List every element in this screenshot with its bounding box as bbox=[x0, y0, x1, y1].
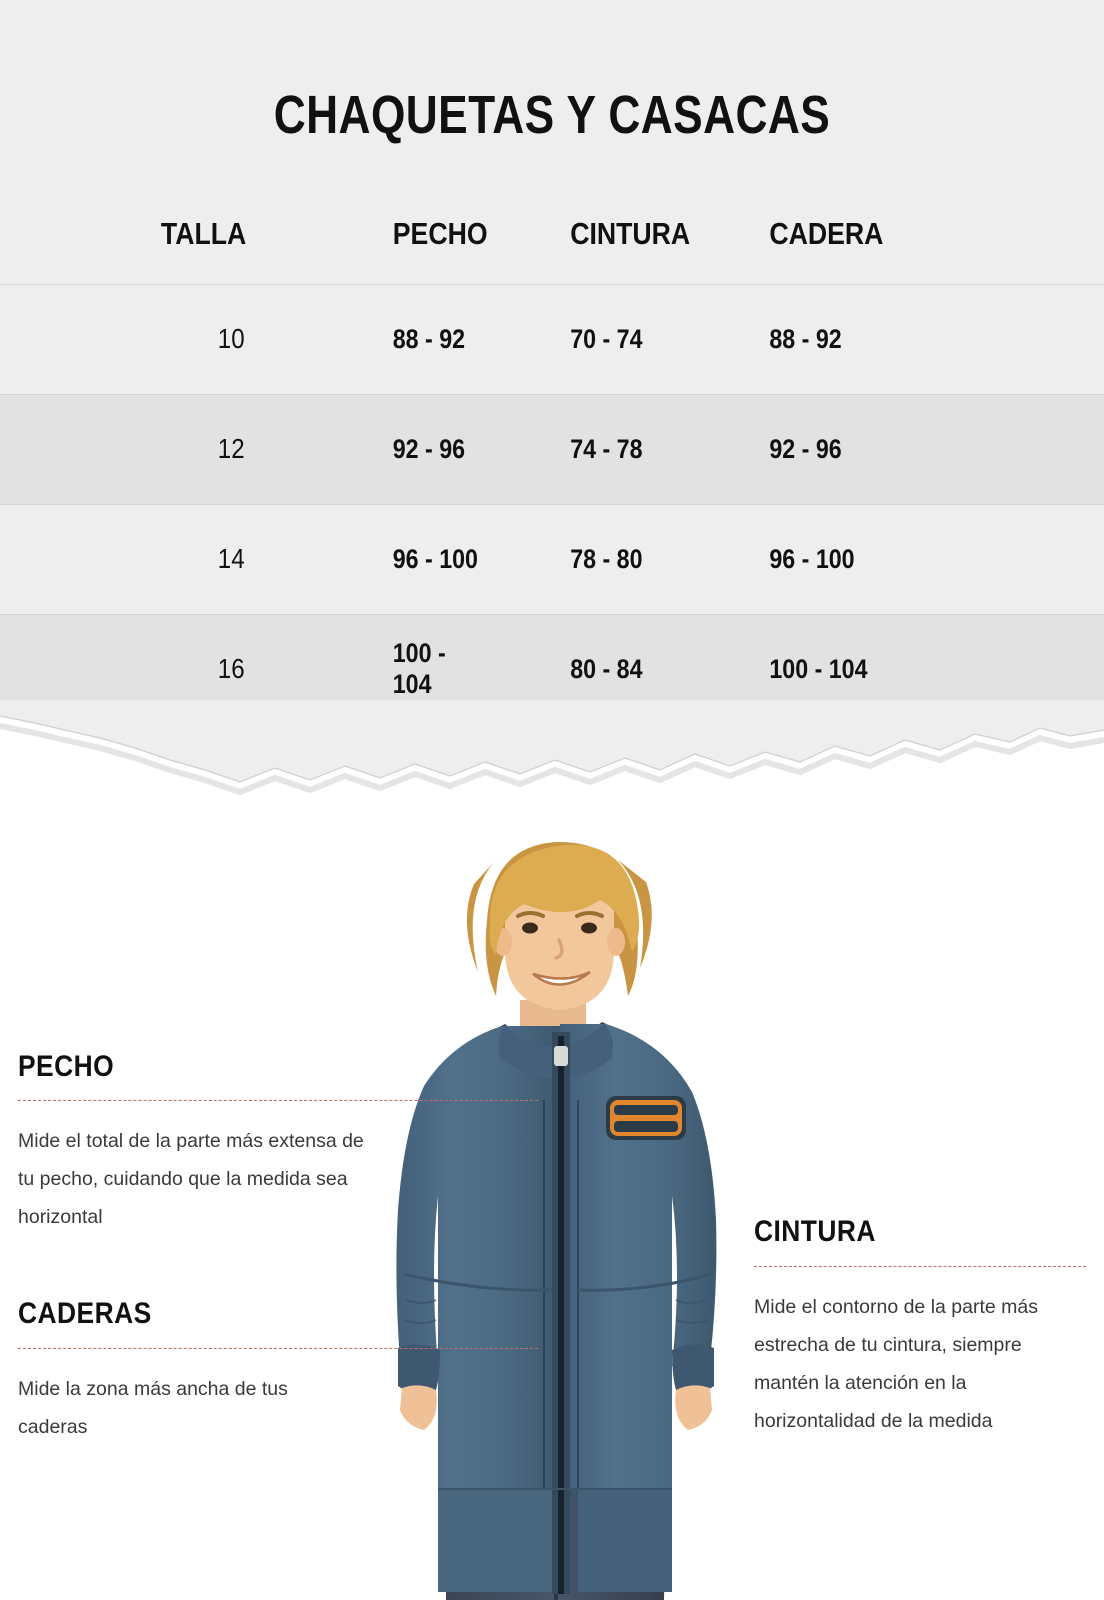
annotation-line-cintura bbox=[754, 1266, 1086, 1267]
annotation-heading-caderas: CADERAS bbox=[18, 1297, 152, 1330]
cell-cadera: 88 - 92 bbox=[714, 284, 1074, 394]
cell-cintura: 78 - 80 bbox=[508, 504, 671, 614]
cell-cintura: 74 - 78 bbox=[508, 394, 671, 504]
size-table-section bbox=[0, 0, 1104, 730]
column-header-talla: TALLA bbox=[160, 215, 247, 251]
annotation-line-pecho bbox=[18, 1100, 538, 1101]
cell-pecho: 92 - 96 bbox=[314, 394, 482, 504]
cell-cintura: 70 - 74 bbox=[508, 284, 671, 394]
cell-talla: 16 bbox=[21, 614, 279, 724]
cell-pecho: 96 - 100 bbox=[314, 504, 482, 614]
table-row bbox=[0, 504, 1104, 614]
column-header-pecho: PECHO bbox=[392, 215, 488, 251]
annotation-body-caderas: Mide la zona más ancha de tus caderas bbox=[18, 1378, 288, 1438]
cell-pecho: 100 - 104 bbox=[314, 614, 482, 724]
cell-cadera: 96 - 100 bbox=[714, 504, 1074, 614]
cell-talla: 12 bbox=[21, 394, 279, 504]
annotation-line-caderas bbox=[18, 1348, 538, 1349]
table-row bbox=[0, 614, 1104, 724]
annotation-heading-pecho: PECHO bbox=[18, 1050, 115, 1083]
cell-cadera: 100 - 104 bbox=[714, 614, 1074, 724]
cell-talla: 14 bbox=[21, 504, 279, 614]
table-header bbox=[0, 188, 1104, 284]
table-row bbox=[0, 284, 1104, 394]
annotation-body-cintura: Mide el contorno de la parte más estrecha de tu cintura, siempre mantén la atención en la horizontalidad de la medida bbox=[754, 1296, 1038, 1432]
annotation-heading-cintura: CINTURA bbox=[754, 1215, 876, 1248]
measurement-guide-section bbox=[0, 800, 1104, 1600]
column-header-cintura: CINTURA bbox=[570, 215, 691, 251]
cell-pecho: 88 - 92 bbox=[314, 284, 482, 394]
annotation-body-pecho: Mide el total de la parte más extensa de tu pecho, cuidando que la medida sea horizontal bbox=[18, 1130, 364, 1228]
column-header-cadera: CADERA bbox=[769, 215, 884, 251]
cell-cintura: 80 - 84 bbox=[508, 614, 671, 724]
cell-talla: 10 bbox=[21, 284, 279, 394]
page-title: CHAQUETAS Y CASACAS bbox=[273, 85, 831, 145]
size-table bbox=[0, 188, 1104, 724]
table-row bbox=[0, 394, 1104, 504]
cell-cadera: 92 - 96 bbox=[714, 394, 1074, 504]
